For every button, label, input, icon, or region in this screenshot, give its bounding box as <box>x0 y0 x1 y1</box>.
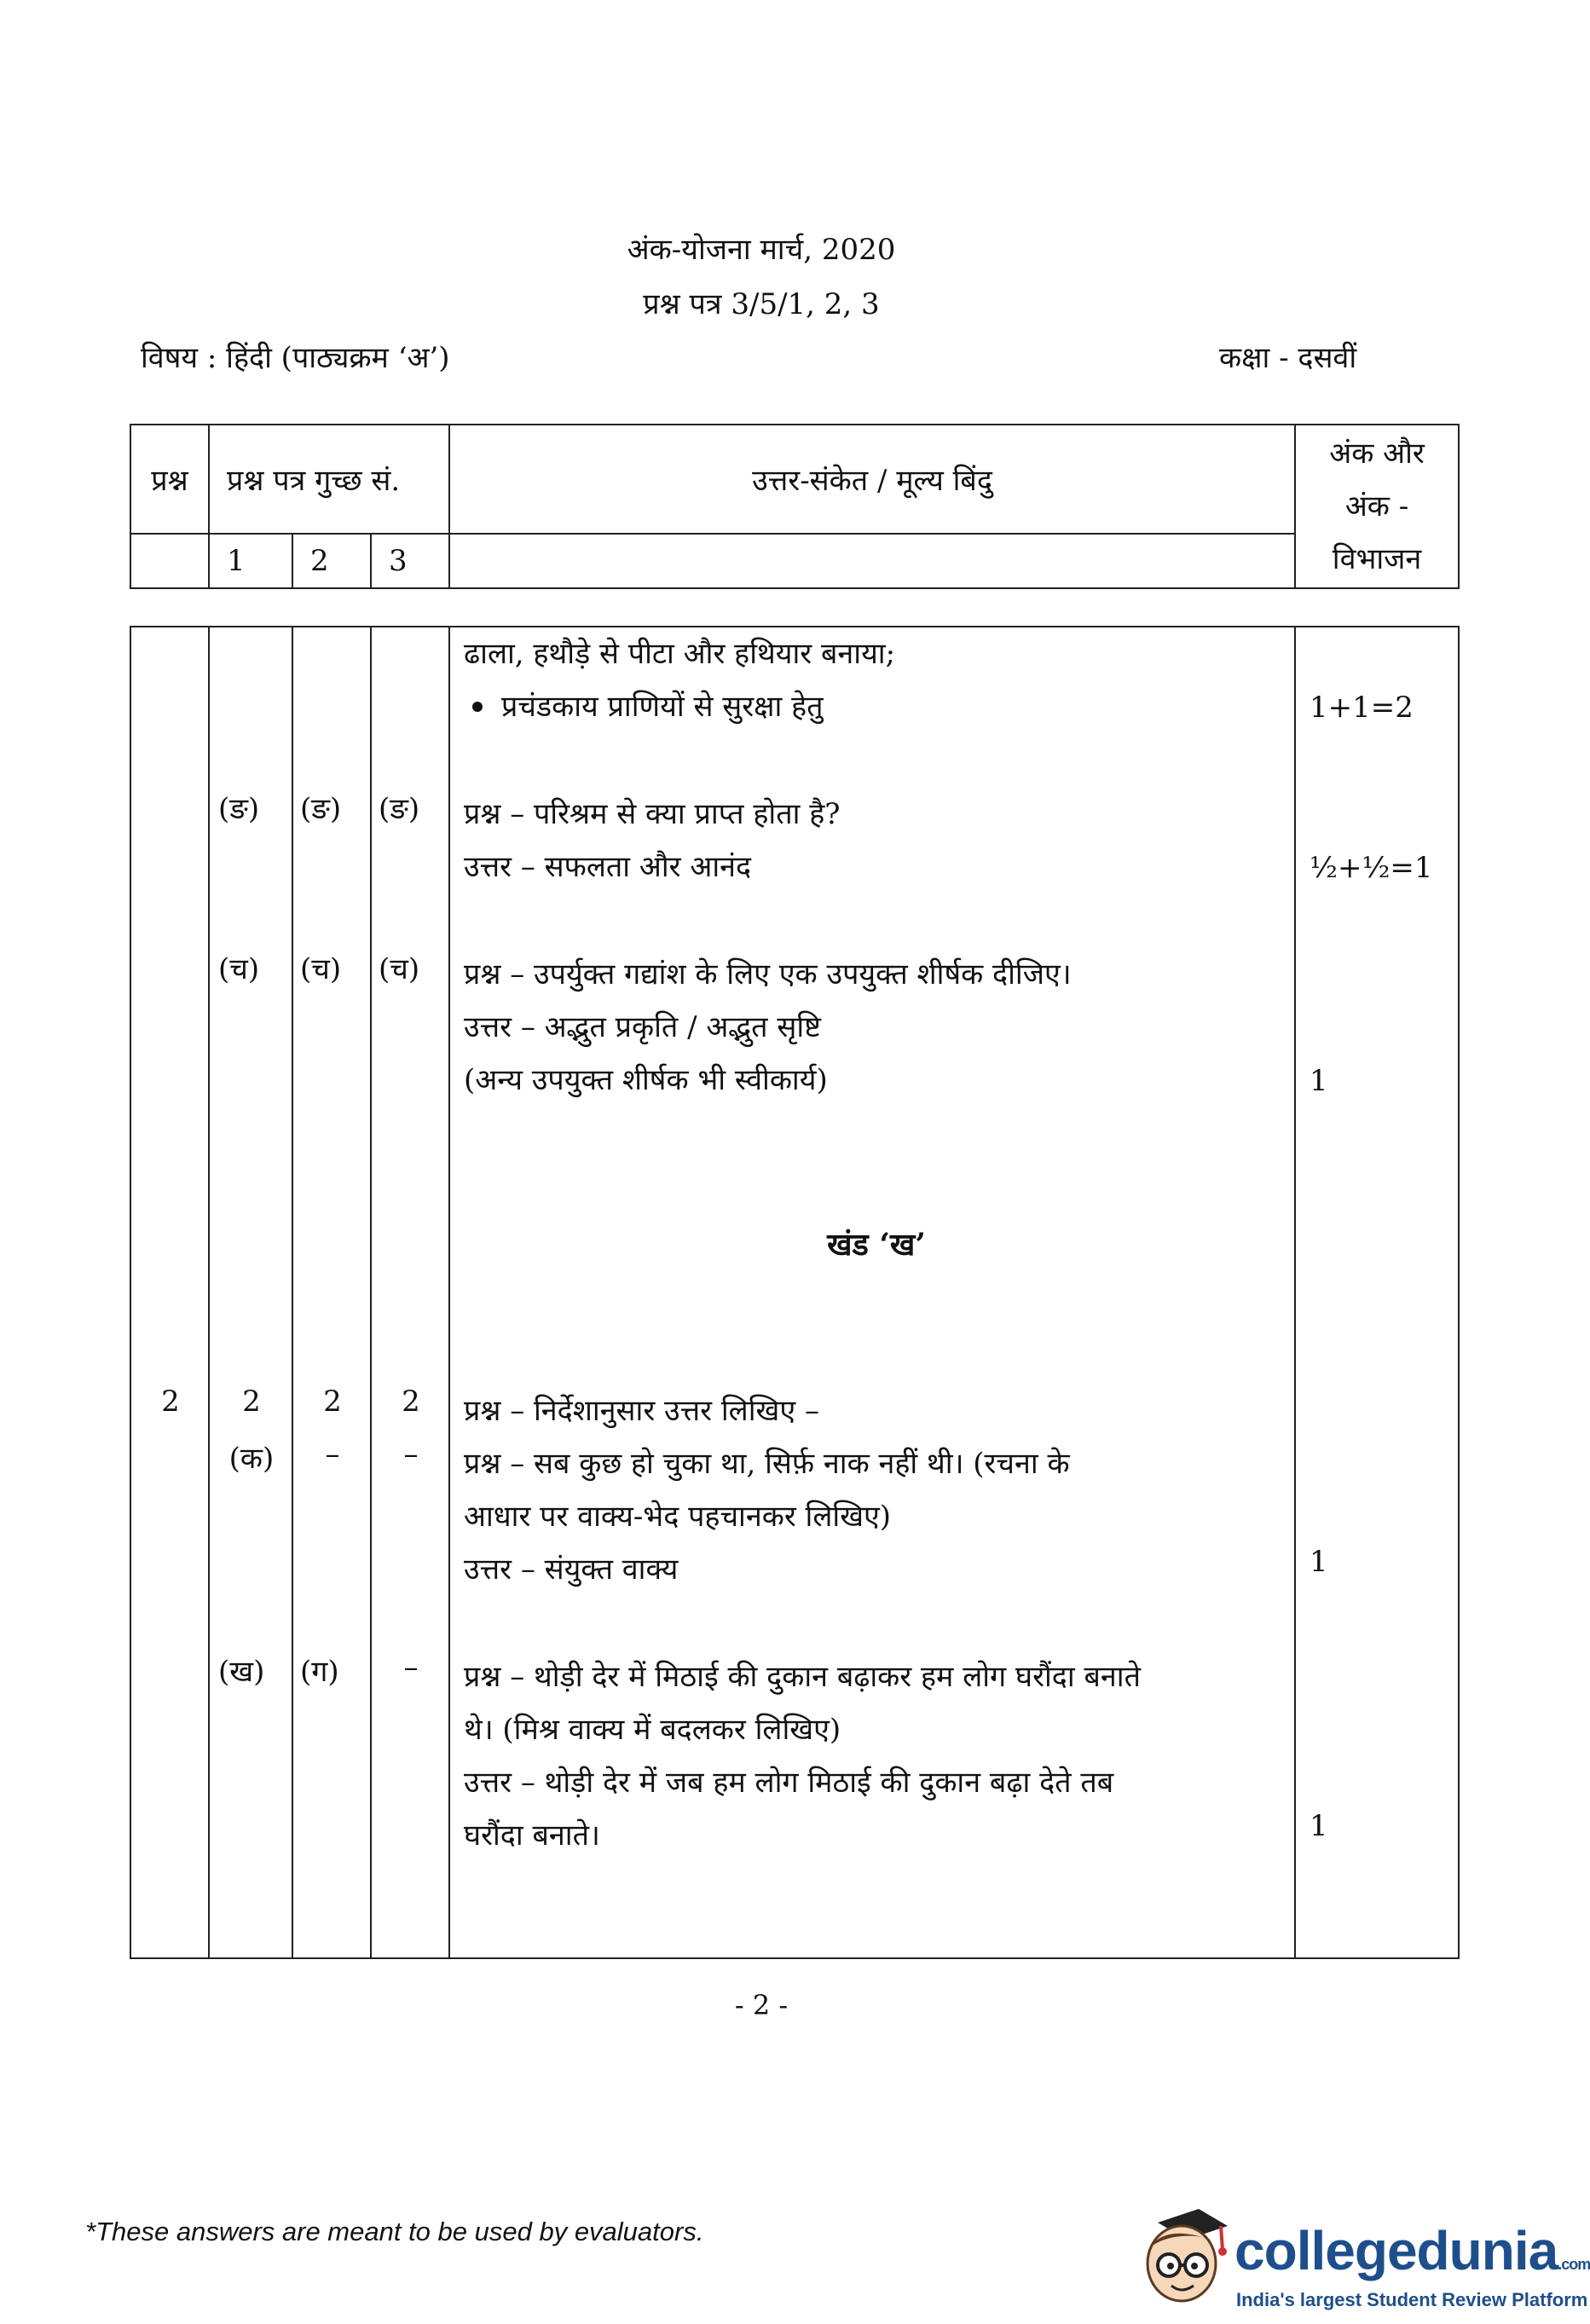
set2-q2: 2 <box>323 1385 342 1419</box>
logo-wordmark: collegedunia.com <box>1234 2220 1590 2281</box>
answer-block-top <box>464 627 1282 733</box>
question-e: प्रश्न – परिश्रम से क्या प्राप्त होता है? <box>464 797 841 831</box>
answer-block-2b <box>464 1651 1282 1862</box>
paper-code: प्रश्न पत्र 3/5/1, 2, 3 <box>643 287 880 321</box>
set3-q2-sub: – <box>403 1437 419 1471</box>
set2-label-ch: (च) <box>300 952 342 986</box>
col-marks-line1: अंक और <box>1329 436 1425 471</box>
col-marks-line2: अंक - <box>1344 489 1409 523</box>
question-ch: प्रश्न – उपर्युक्त गद्यांश के लिए एक उपयुक्त शीर्षक दीजिए। <box>464 957 1072 991</box>
set1-q2: 2 <box>242 1385 261 1419</box>
bullet-icon <box>472 702 483 712</box>
mark-2a: 1 <box>1310 1545 1328 1579</box>
answer-e: उत्तर – सफलता और आनंद <box>464 850 752 884</box>
header-table <box>130 424 1460 589</box>
set-2-column <box>292 627 371 1958</box>
mark-bullet: 1+1=2 <box>1310 691 1414 725</box>
set1-q2b: (ख) <box>218 1655 265 1689</box>
class-label: कक्षा - दसवीं <box>1219 341 1357 375</box>
mark-2b: 1 <box>1310 1809 1328 1843</box>
q2b-answer-line1: उत्तर – थोड़ी देर में जब हम लोग मिठाई की दुकान बढ़ा देते तब <box>464 1766 1114 1800</box>
footer-note: *These answers are meant to be used by evaluators. <box>85 2217 704 2246</box>
marking-scheme-title: अंक-योजना मार्च, 2020 <box>627 233 896 267</box>
col-set-number: प्रश्न पत्र गुच्छ सं. <box>209 425 449 534</box>
set1-q2-sub: (क) <box>228 1442 275 1476</box>
set2-q2b: (ग) <box>300 1655 339 1689</box>
answer-block-e <box>464 788 1282 893</box>
q2a-question-line2: आधार पर वाक्य-भेद पहचानकर लिखिए) <box>464 1500 892 1534</box>
q2b-question-line2: थे। (मिश्र वाक्य में बदलकर लिखिए) <box>464 1713 841 1747</box>
q2a-answer: उत्तर – संयुक्त वाक्य <box>464 1552 679 1587</box>
q2a-question-line1: प्रश्न – सब कुछ हो चुका था, सिर्फ़ नाक नहीं थी। (रचना के <box>464 1447 1070 1481</box>
col-marks-line3: विभाजन <box>1332 542 1422 576</box>
col-answer-points: उत्तर-संकेत / मूल्य बिंदु <box>449 425 1295 534</box>
set3-q2b: – <box>403 1651 419 1685</box>
answer-column <box>449 627 1295 1958</box>
answer-block-ch <box>464 948 1282 1107</box>
col-answer-empty <box>449 534 1295 588</box>
q2b-question-line1: प्रश्न – थोड़ी देर में मिठाई की दुकान बढ़ाकर हम लोग घरौंदा बनाते <box>464 1660 1141 1694</box>
set-3-label: 3 <box>371 534 449 588</box>
answer-ch: उत्तर – अद्भुत प्रकृति / अद्भुत सृष्टि <box>464 1010 821 1044</box>
set-3-column <box>371 627 449 1958</box>
mark-e: ½+½=1 <box>1310 851 1433 885</box>
logo-tagline: India's largest Student Review Platform <box>1236 2289 1588 2310</box>
set3-label-e: (ङ) <box>379 792 420 826</box>
set1-label-ch: (च) <box>218 952 260 986</box>
set-2-label: 2 <box>292 534 371 588</box>
answer-table <box>130 626 1460 1959</box>
question-number-column <box>130 627 209 1958</box>
q2-instruction: प्रश्न – निर्देशानुसार उत्तर लिखिए – <box>464 1394 819 1428</box>
q2b-answer-line2: घरौंदा बनाते। <box>464 1818 600 1853</box>
subject-label: विषय : हिंदी (पाठ्यक्रम ‘अ’) <box>141 341 450 375</box>
collegedunia-logo <box>1132 2204 1590 2315</box>
mark-ch: 1 <box>1310 1064 1328 1098</box>
answer-bullet-text: प्रचंडकाय प्राणियों से सुरक्षा हेतु <box>501 690 824 724</box>
q2-number: 2 <box>161 1385 180 1419</box>
set2-label-e: (ङ) <box>300 792 342 826</box>
answer-block-2a <box>464 1385 1282 1596</box>
answer-bullet-line <box>464 680 1282 733</box>
col-marks <box>1295 425 1459 588</box>
marks-column <box>1295 627 1459 1958</box>
set1-label-e: (ङ) <box>218 792 260 826</box>
answer-ch-note: (अन्य उपयुक्त शीर्षक भी स्वीकार्य) <box>464 1063 828 1097</box>
section-title: खंड ‘ख’ <box>827 1227 926 1263</box>
col-question-empty <box>130 534 209 588</box>
set-1-column <box>209 627 292 1958</box>
set-1-label: 1 <box>209 534 292 588</box>
answer-line-top: ढाला, हथौड़े से पीटा और हथियार बनाया; <box>464 637 896 671</box>
page-number: - 2 - <box>734 1989 789 2021</box>
set3-q2: 2 <box>402 1385 420 1419</box>
set2-q2-sub: – <box>325 1437 340 1471</box>
mascot-icon <box>1132 2204 1233 2315</box>
col-question: प्रश्न <box>130 425 209 534</box>
set3-label-ch: (च) <box>379 952 420 986</box>
